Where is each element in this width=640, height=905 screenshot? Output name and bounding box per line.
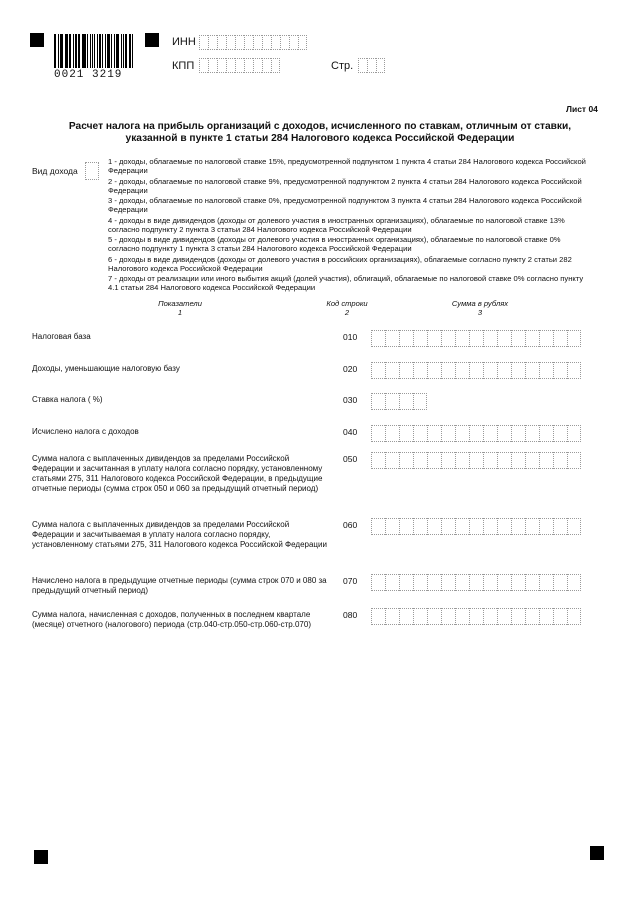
kpp-field[interactable] xyxy=(199,58,280,73)
value-cell[interactable] xyxy=(469,330,483,347)
value-cell[interactable] xyxy=(525,362,539,379)
income-type-option: 1 - доходы, облагаемые по налоговой ставке 15%, предусмотренной подпунктом 1 пункта 4 статьи 284 Налогового кодекса Российской Федерации xyxy=(108,157,586,175)
inn-cell[interactable] xyxy=(280,35,289,50)
value-cell[interactable] xyxy=(483,452,497,469)
barcode-bar xyxy=(125,34,128,68)
barcode-bar xyxy=(123,34,124,68)
kpp-cell[interactable] xyxy=(199,58,208,73)
value-cell[interactable] xyxy=(469,425,483,442)
page-number-field[interactable] xyxy=(358,58,385,73)
value-cell[interactable] xyxy=(525,574,539,591)
value-cell[interactable] xyxy=(553,518,567,535)
value-cell[interactable] xyxy=(469,452,483,469)
value-cell[interactable] xyxy=(427,425,441,442)
value-cell[interactable] xyxy=(427,574,441,591)
row-label: Сумма налога с выплаченных дивидендов за пределами Российской Федерации и засчитываемая в уплату налога согласно порядку, установленному статьями 275, 311 Налогового кодекса Российской Федерации xyxy=(32,520,327,549)
value-cell[interactable] xyxy=(483,362,497,379)
income-type-option: 2 - доходы, облагаемые по налоговой ставке 9%, предусмотренной подпунктом 2 пункта 4 статьи 284 Налогового кодекса Российской Федерации xyxy=(108,176,582,195)
kpp-cell[interactable] xyxy=(208,58,217,73)
row-code: 080 xyxy=(343,610,358,620)
barcode-bar xyxy=(94,34,95,68)
value-cell[interactable] xyxy=(553,330,567,347)
value-cell[interactable] xyxy=(385,425,399,442)
row-code: 070 xyxy=(343,576,358,586)
barcode-bar xyxy=(69,34,70,68)
barcode-bar xyxy=(75,34,77,68)
page-cell[interactable] xyxy=(376,58,385,73)
value-cell[interactable] xyxy=(539,452,553,469)
value-cell[interactable] xyxy=(539,362,553,379)
row-label: Сумма налога с выплаченных дивидендов за пределами Российской Федерации и засчитанная в уплату налога согласно порядку, установленному статьями 275, 311 Налогового кодекса Российской Федерации, в предыдущие отчетные периоды (сумма строк 050 и 060 за предыдущий отчетный период) xyxy=(32,454,323,493)
value-cell[interactable] xyxy=(455,574,469,591)
value-cell[interactable] xyxy=(441,574,455,591)
value-cell[interactable] xyxy=(539,518,553,535)
kpp-label: КПП xyxy=(172,60,195,72)
value-cell[interactable] xyxy=(525,608,539,625)
value-cell[interactable] xyxy=(399,393,413,410)
value-cell[interactable] xyxy=(497,362,511,379)
value-cell[interactable] xyxy=(399,518,413,535)
inn-cell[interactable] xyxy=(199,35,208,50)
row-code: 050 xyxy=(343,454,358,464)
page-title: Расчет налога на прибыль организаций с доходов, исчисленного по ставкам, отличным от ставки, указанной в пункте 1 статьи 284 Налогового кодекса Российской Федерации xyxy=(68,121,572,144)
kpp-cell[interactable] xyxy=(262,58,271,73)
value-cell[interactable] xyxy=(385,518,399,535)
value-cell[interactable] xyxy=(441,362,455,379)
value-cell[interactable] xyxy=(413,330,427,347)
value-cell[interactable] xyxy=(385,393,399,410)
value-cell[interactable] xyxy=(497,518,511,535)
barcode-bar xyxy=(87,34,88,68)
inn-cell[interactable] xyxy=(217,35,226,50)
value-cell[interactable] xyxy=(539,574,553,591)
inn-cell[interactable] xyxy=(253,35,262,50)
row-label: Сумма налога, начисленная с доходов, полученных в последнем квартале (месяце) отчетного (налогового) периода (стр.040-стр.050-стр.060-стр.070) xyxy=(32,610,311,629)
value-cell[interactable] xyxy=(385,362,399,379)
barcode-bar xyxy=(114,34,115,68)
value-cell[interactable] xyxy=(371,393,385,410)
value-cell[interactable] xyxy=(371,608,385,625)
value-cell[interactable] xyxy=(511,425,525,442)
inn-cell[interactable] xyxy=(298,35,307,50)
value-cell[interactable] xyxy=(539,425,553,442)
barcode-bar xyxy=(82,34,83,68)
value-cell[interactable] xyxy=(441,425,455,442)
value-cell[interactable] xyxy=(553,452,567,469)
value-cell[interactable] xyxy=(371,574,385,591)
value-cell[interactable] xyxy=(497,608,511,625)
inn-cell[interactable] xyxy=(262,35,271,50)
value-cell[interactable] xyxy=(469,362,483,379)
barcode-bar xyxy=(102,34,104,68)
value-cell[interactable] xyxy=(483,425,497,442)
row-code: 040 xyxy=(343,427,358,437)
value-cell[interactable] xyxy=(567,330,581,347)
inn-cell[interactable] xyxy=(208,35,217,50)
barcode-bar xyxy=(65,34,68,68)
barcode-bar xyxy=(90,34,91,68)
kpp-cell[interactable] xyxy=(235,58,244,73)
row-label: Налоговая база xyxy=(32,332,91,341)
income-type-option: 3 - доходы, облагаемые по налоговой ставке 0%, предусмотренной подпунктом 3 пункта 4 статьи 284 Налогового кодекса Российской Федерации xyxy=(108,196,582,214)
barcode-bar xyxy=(105,34,106,68)
value-cell[interactable] xyxy=(371,330,385,347)
value-cell[interactable] xyxy=(511,608,525,625)
column-header-sum: Сумма в рублях 3 xyxy=(451,299,509,317)
barcode-bar xyxy=(111,34,112,68)
row-label: Доходы, уменьшающие налоговую базу xyxy=(32,364,180,373)
page-label: Стр. xyxy=(331,60,354,72)
barcode-bar xyxy=(121,34,122,68)
value-cell[interactable] xyxy=(413,452,427,469)
barcode-bar xyxy=(54,34,56,68)
barcode-bar xyxy=(73,34,74,68)
value-cell[interactable] xyxy=(469,608,483,625)
kpp-cell[interactable] xyxy=(271,58,280,73)
value-cell[interactable] xyxy=(371,425,385,442)
corner-marker-top-right xyxy=(145,33,159,47)
income-type-option: 4 - доходы в виде дивидендов (доходы от долевого участия в иностранных организациях), облагаемые по налоговой ставке 13% согласно подпункту 2 пункта 3 статьи 284 Налогового кодекса Российской Федерации xyxy=(108,215,565,234)
row-value-field[interactable] xyxy=(371,574,581,591)
value-cell[interactable] xyxy=(553,608,567,625)
corner-marker-top-left xyxy=(30,33,44,47)
value-cell[interactable] xyxy=(427,362,441,379)
barcode-bar xyxy=(83,34,86,68)
value-cell[interactable] xyxy=(385,608,399,625)
value-cell[interactable] xyxy=(413,425,427,442)
row-code: 010 xyxy=(343,332,358,342)
row-value-field[interactable] xyxy=(371,362,581,379)
value-cell[interactable] xyxy=(525,425,539,442)
inn-label: ИНН xyxy=(172,36,196,48)
value-cell[interactable] xyxy=(483,518,497,535)
value-cell[interactable] xyxy=(497,452,511,469)
value-cell[interactable] xyxy=(511,518,525,535)
value-cell[interactable] xyxy=(441,608,455,625)
barcode-bar xyxy=(132,34,133,68)
value-cell[interactable] xyxy=(539,608,553,625)
value-cell[interactable] xyxy=(413,393,427,410)
row-label: Исчислено налога с доходов xyxy=(32,427,139,436)
row-value-field[interactable] xyxy=(371,452,581,469)
value-cell[interactable] xyxy=(553,362,567,379)
value-cell[interactable] xyxy=(441,518,455,535)
barcode-bar xyxy=(97,34,98,68)
value-cell[interactable] xyxy=(497,330,511,347)
value-cell[interactable] xyxy=(385,574,399,591)
value-cell[interactable] xyxy=(427,608,441,625)
value-cell[interactable] xyxy=(455,425,469,442)
column-header-code: Код строки 2 xyxy=(326,299,368,317)
barcode-bar xyxy=(61,34,63,68)
value-cell[interactable] xyxy=(483,574,497,591)
row-code: 020 xyxy=(343,364,358,374)
value-cell[interactable] xyxy=(511,574,525,591)
value-cell[interactable] xyxy=(399,574,413,591)
row-value-field[interactable] xyxy=(371,608,581,625)
value-cell[interactable] xyxy=(469,518,483,535)
page-cell[interactable] xyxy=(358,58,367,73)
income-type-options xyxy=(108,157,586,294)
inn-cell[interactable] xyxy=(271,35,280,50)
row-label: Начислено налога в предыдущие отчетные периоды (сумма строк 070 и 080 за предыдущий отчетный период) xyxy=(32,576,327,595)
kpp-cell[interactable] xyxy=(244,58,253,73)
row-value-field[interactable] xyxy=(371,425,581,442)
barcode-bar xyxy=(58,34,59,68)
value-cell[interactable] xyxy=(567,452,581,469)
value-cell[interactable] xyxy=(399,330,413,347)
inn-cell[interactable] xyxy=(226,35,235,50)
barcode-bar xyxy=(60,34,61,68)
sheet-label: Лист 04 xyxy=(566,104,598,114)
value-cell[interactable] xyxy=(483,608,497,625)
inn-cell[interactable] xyxy=(235,35,244,50)
value-cell[interactable] xyxy=(413,518,427,535)
row-code: 030 xyxy=(343,395,358,405)
barcode-number: 0021 3219 xyxy=(54,69,123,81)
value-cell[interactable] xyxy=(553,574,567,591)
value-cell[interactable] xyxy=(441,452,455,469)
value-cell[interactable] xyxy=(553,425,567,442)
row-value-field[interactable] xyxy=(371,330,581,347)
value-cell[interactable] xyxy=(511,362,525,379)
barcode-bar xyxy=(78,34,80,68)
income-type-option: 6 - доходы в виде дивидендов (доходы от долевого участия в российских организациях), облагаемые согласно пункту 2 статьи 282 Налогового кодекса Российской Федерации xyxy=(108,254,572,273)
value-cell[interactable] xyxy=(567,518,581,535)
row-value-field[interactable] xyxy=(371,393,427,410)
income-type-field[interactable] xyxy=(85,162,99,180)
kpp-cell[interactable] xyxy=(253,58,262,73)
barcode-bar xyxy=(116,34,117,68)
value-cell[interactable] xyxy=(567,608,581,625)
row-code: 060 xyxy=(343,520,358,530)
value-cell[interactable] xyxy=(525,330,539,347)
kpp-cell[interactable] xyxy=(226,58,235,73)
barcode-bar xyxy=(99,34,101,68)
value-cell[interactable] xyxy=(539,330,553,347)
value-cell[interactable] xyxy=(525,518,539,535)
value-cell[interactable] xyxy=(413,362,427,379)
value-cell[interactable] xyxy=(399,608,413,625)
kpp-cell[interactable] xyxy=(217,58,226,73)
value-cell[interactable] xyxy=(427,518,441,535)
row-label: Ставка налога ( %) xyxy=(32,395,103,404)
barcode-bar xyxy=(117,34,119,68)
value-cell[interactable] xyxy=(427,452,441,469)
value-cell[interactable] xyxy=(371,518,385,535)
income-type-label: Вид дохода xyxy=(32,166,78,176)
value-cell[interactable] xyxy=(567,574,581,591)
barcode xyxy=(54,34,134,81)
page-cell[interactable] xyxy=(367,58,376,73)
barcode-bar xyxy=(107,34,110,68)
value-cell[interactable] xyxy=(455,452,469,469)
value-cell[interactable] xyxy=(385,452,399,469)
value-cell[interactable] xyxy=(567,362,581,379)
inn-cell[interactable] xyxy=(244,35,253,50)
barcode-bar xyxy=(129,34,131,68)
value-cell[interactable] xyxy=(511,452,525,469)
value-cell[interactable] xyxy=(455,330,469,347)
value-cell[interactable] xyxy=(441,330,455,347)
value-cell[interactable] xyxy=(371,452,385,469)
value-cell[interactable] xyxy=(427,330,441,347)
income-type-option: 7 - доходы от реализации или иного выбытия акций (долей участия), облигаций, облагаемые по налоговой ставке 0% согласно пункту 4.1 статьи 284 Налогового кодекса Российской Федерации xyxy=(108,274,584,292)
column-header-indicators: Показатели 1 xyxy=(158,299,202,317)
income-type-option: 5 - доходы в виде дивидендов (доходы от долевого участия в иностранных организациях), облагаемые по налоговой ставке 0% согласно подпункту 1 пункта 3 статьи 284 Налогового кодекса Российской Федерации xyxy=(108,235,561,253)
corner-marker-bottom-left xyxy=(34,850,48,864)
value-cell[interactable] xyxy=(525,452,539,469)
row-value-field[interactable] xyxy=(371,518,581,535)
value-cell[interactable] xyxy=(483,330,497,347)
value-cell[interactable] xyxy=(399,425,413,442)
value-cell[interactable] xyxy=(413,608,427,625)
value-cell[interactable] xyxy=(511,330,525,347)
value-cell[interactable] xyxy=(413,574,427,591)
value-cell[interactable] xyxy=(455,608,469,625)
value-cell[interactable] xyxy=(497,425,511,442)
barcode-bar xyxy=(92,34,94,68)
barcode-bar xyxy=(70,34,71,68)
inn-cell[interactable] xyxy=(289,35,298,50)
value-cell[interactable] xyxy=(567,425,581,442)
value-cell[interactable] xyxy=(469,574,483,591)
inn-field[interactable] xyxy=(199,35,307,50)
value-cell[interactable] xyxy=(455,518,469,535)
value-cell[interactable] xyxy=(399,362,413,379)
corner-marker-bottom-right xyxy=(590,846,604,860)
value-cell[interactable] xyxy=(455,362,469,379)
value-cell[interactable] xyxy=(371,362,385,379)
value-cell[interactable] xyxy=(385,330,399,347)
value-cell[interactable] xyxy=(497,574,511,591)
value-cell[interactable] xyxy=(399,452,413,469)
